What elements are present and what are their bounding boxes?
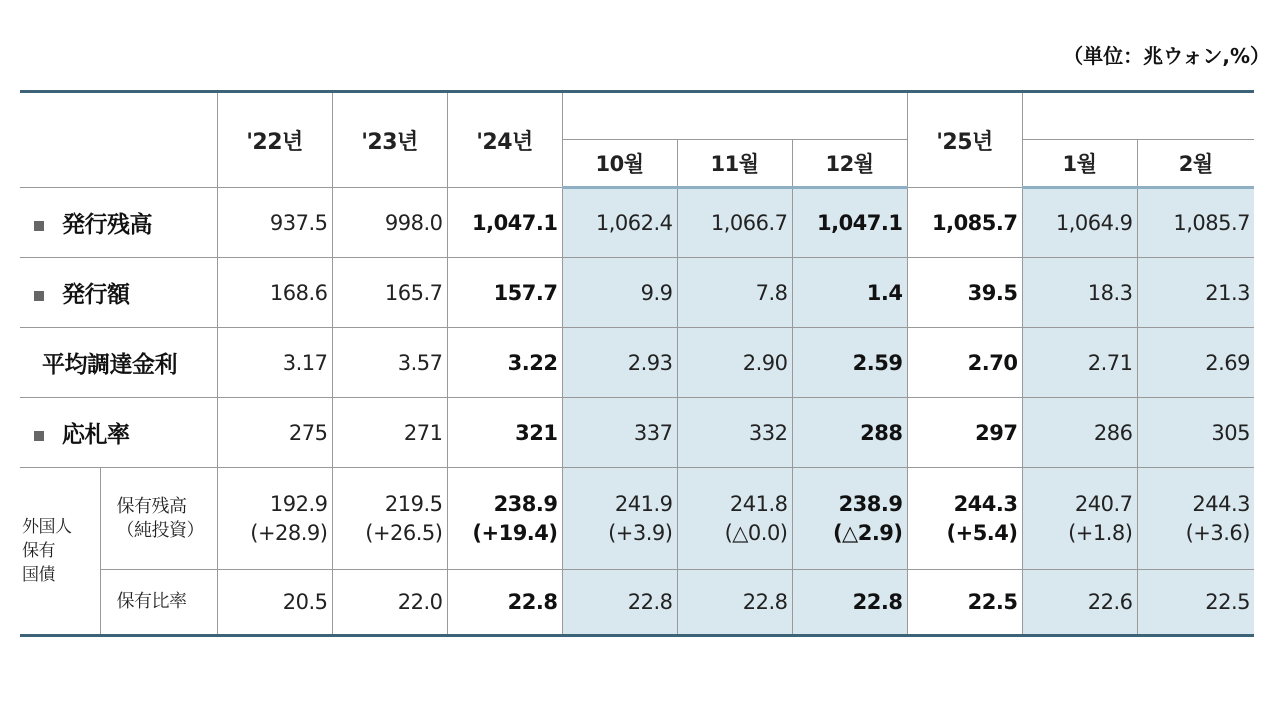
header-2025-months-group: [1022, 92, 1254, 140]
table-cell: 18.3: [1022, 258, 1137, 328]
table-cell: 3.57: [332, 328, 447, 398]
table-cell: 1,047.1: [792, 188, 907, 258]
header-month-nov: 11월: [677, 140, 792, 188]
row-foreign-ratio: [20, 570, 1254, 636]
row-label-holding-balance: 保有残高 （純投資）: [100, 468, 217, 570]
table-cell: 337: [562, 398, 677, 468]
table-cell: 271: [332, 398, 447, 468]
header-year-2024: '24년: [447, 92, 562, 188]
table-cell: 22.0: [332, 570, 447, 636]
table-cell: 332: [677, 398, 792, 468]
row-label-holding-ratio: 保有比率: [100, 570, 217, 636]
table-cell: 22.6: [1022, 570, 1137, 636]
table-cell: 1,064.9: [1022, 188, 1137, 258]
group-label-foreign-held-bonds: 外国人 保有 国債: [20, 468, 100, 636]
table-cell: 3.17: [217, 328, 332, 398]
table-cell: 937.5: [217, 188, 332, 258]
table-cell: 9.9: [562, 258, 677, 328]
table-cell: 238.9 (+19.4): [447, 468, 562, 570]
table-cell: 1,066.7: [677, 188, 792, 258]
table-cell: 241.9 (+3.9): [562, 468, 677, 570]
unit-note: （単位：兆ウォン,%）: [1063, 44, 1270, 68]
table-cell: 275: [217, 398, 332, 468]
table-cell: 22.8: [677, 570, 792, 636]
table-cell: 241.8 (△0.0): [677, 468, 792, 570]
header-year-2023: '23년: [332, 92, 447, 188]
table-cell: 1,085.7: [1137, 188, 1254, 258]
row-issuance: [20, 258, 1254, 328]
table-cell: 1,062.4: [562, 188, 677, 258]
table-cell: 22.8: [792, 570, 907, 636]
header-month-feb: 2월: [1137, 140, 1254, 188]
table-cell: 244.3 (+5.4): [907, 468, 1022, 570]
table-cell: 1,085.7: [907, 188, 1022, 258]
table-cell: 219.5 (+26.5): [332, 468, 447, 570]
table-cell: 1,047.1: [447, 188, 562, 258]
table-cell: 2.59: [792, 328, 907, 398]
table-cell: 2.93: [562, 328, 677, 398]
table-cell: 192.9 (+28.9): [217, 468, 332, 570]
row-average-rate: [20, 328, 1254, 398]
header-year-2022: '22년: [217, 92, 332, 188]
table-cell: 7.8: [677, 258, 792, 328]
table-cell: 2.90: [677, 328, 792, 398]
table-cell: 22.5: [907, 570, 1022, 636]
row-label-issuance: 発行額: [20, 258, 217, 328]
header-2024-months-group: [562, 92, 907, 140]
table-cell: 39.5: [907, 258, 1022, 328]
table-cell: 1.4: [792, 258, 907, 328]
row-bid-ratio: [20, 398, 1254, 468]
table-cell: 238.9 (△2.9): [792, 468, 907, 570]
table-cell: 297: [907, 398, 1022, 468]
row-label-average-rate: 平均調達金利: [20, 328, 217, 398]
header-month-oct: 10월: [562, 140, 677, 188]
bullet-square-icon: [34, 221, 44, 231]
table-cell: 244.3 (+3.6): [1137, 468, 1254, 570]
table-cell: 2.70: [907, 328, 1022, 398]
table-cell: 168.6: [217, 258, 332, 328]
table-cell: 22.5: [1137, 570, 1254, 636]
table-cell: 165.7: [332, 258, 447, 328]
row-label-bid-ratio: 応札率: [20, 398, 217, 468]
bullet-square-icon: [34, 431, 44, 441]
table-cell: 321: [447, 398, 562, 468]
header-corner: [20, 92, 217, 188]
table-cell: 157.7: [447, 258, 562, 328]
table-cell: 22.8: [562, 570, 677, 636]
row-issued-balance: [20, 188, 1254, 258]
header-year-2025: '25년: [907, 92, 1022, 188]
row-label-issued-balance: 発行残高: [20, 188, 217, 258]
table-cell: 20.5: [217, 570, 332, 636]
header-month-dec: 12월: [792, 140, 907, 188]
table-cell: 22.8: [447, 570, 562, 636]
table-cell: 3.22: [447, 328, 562, 398]
table-cell: 998.0: [332, 188, 447, 258]
table-cell: 288: [792, 398, 907, 468]
table-cell: 2.71: [1022, 328, 1137, 398]
bond-statistics-table: [20, 90, 1254, 637]
table-cell: 21.3: [1137, 258, 1254, 328]
table-cell: 240.7 (+1.8): [1022, 468, 1137, 570]
header-month-jan: 1월: [1022, 140, 1137, 188]
row-foreign-holding: [20, 468, 1254, 570]
table-cell: 305: [1137, 398, 1254, 468]
bullet-square-icon: [34, 291, 44, 301]
table-cell: 286: [1022, 398, 1137, 468]
table-cell: 2.69: [1137, 328, 1254, 398]
